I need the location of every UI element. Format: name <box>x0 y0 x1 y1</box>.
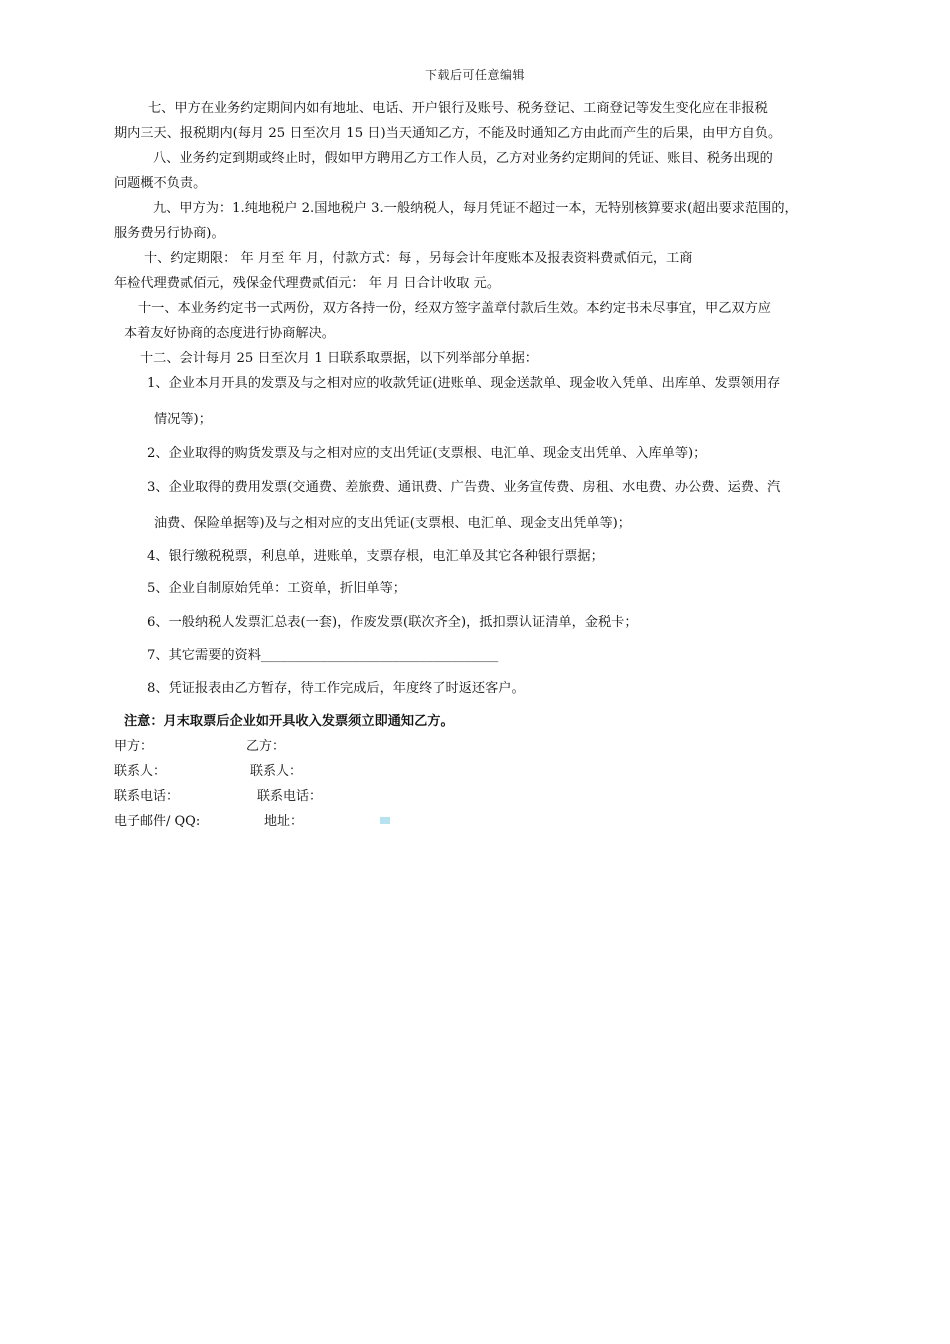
clause-7-line-2: 期内三天、报税期内(每月 25 日至次月 15 日)当天通知乙方，不能及时通知乙方由此而产生的后果，由甲方自负。 <box>114 126 782 141</box>
clause-10-line-2: 年检代理费贰佰元，残保金代理费贰佰元： 年 月 日合计收取 元。 <box>114 276 501 291</box>
contact-a-label: 联系人： <box>114 764 167 779</box>
clause-9-line-1: 九、甲方为：1.纯地税户 2.国地税户 3.一般纳税人，每月凭证不超过一本，无特别核算要求(超出要求范围的， <box>153 201 798 216</box>
party-a-label: 甲方： <box>114 739 154 754</box>
doc-item-1-line-2: 情况等)； <box>154 412 212 427</box>
party-b-label: 乙方： <box>246 739 286 754</box>
doc-item-3-line-2: 油费、保险单据等)及与之相对应的支出凭证(支票根、电汇单、现金支出凭单等)； <box>154 516 631 531</box>
phone-a-label: 联系电话： <box>114 789 180 804</box>
doc-item-5: 5、企业自制原始凭单：工资单，折旧单等； <box>147 581 406 596</box>
clause-8-line-1: 八、业务约定到期或终止时，假如甲方聘用乙方工作人员，乙方对业务约定期间的凭证、账目、税务出现的 <box>153 151 773 166</box>
doc-item-4: 4、银行缴税税票，利息单，进账单，支票存根，电汇单及其它各种银行票据； <box>147 549 604 564</box>
doc-item-3-line-1: 3、企业取得的费用发票(交通费、差旅费、通讯费、广告费、业务宣传费、房租、水电费、办公费、运费、汽 <box>147 480 781 495</box>
doc-item-7: 7、其它需要的资料____________________________________ <box>147 648 499 663</box>
doc-item-6: 6、一般纳税人发票汇总表(一套)，作废发票(联次齐全)，抵扣票认证清单，金税卡； <box>147 615 638 630</box>
address-b-label: 地址： <box>264 814 304 829</box>
clause-10-line-1: 十、约定期限： 年 月至 年 月，付款方式：每 ，另每会计年度账本及报表资料费贰佰元，工商 <box>144 251 693 266</box>
notice: 注意：月末取票后企业如开具收入发票须立即通知乙方。 <box>124 714 454 729</box>
page-header: 下载后可任意编辑 <box>424 68 525 82</box>
contact-b-label: 联系人： <box>250 764 303 779</box>
doc-item-8: 8、凭证报表由乙方暂存，待工作完成后，年度终了时返还客户。 <box>147 681 525 696</box>
phone-b-label: 联系电话： <box>257 789 323 804</box>
clause-8-line-2: 问题概不负责。 <box>114 176 207 191</box>
clause-12-line-1: 十二、会计每月 25 日至次月 1 日联系取票据，以下列举部分单据： <box>140 351 538 366</box>
doc-item-1-line-1: 1、企业本月开具的发票及与之相对应的收款凭证(进账单、现金送款单、现金收入凭单、出库单、发票领用存 <box>147 376 781 391</box>
clause-9-line-2: 服务费另行协商)。 <box>114 226 225 241</box>
clause-11-line-2: 本着友好协商的态度进行协商解决。 <box>124 326 335 341</box>
clause-7-line-1: 七、甲方在业务约定期间内如有地址、电话、开户银行及账号、税务登记、工商登记等发生变化应在非报税 <box>148 101 768 116</box>
highlight-marker <box>380 817 390 824</box>
clause-11-line-1: 十一、本业务约定书一式两份，双方各持一份，经双方签字盖章付款后生效。本约定书未尽事宜，甲乙双方应 <box>138 301 771 316</box>
email-a-label: 电子邮件/ QQ: <box>114 814 201 829</box>
doc-item-2: 2、企业取得的购货发票及与之相对应的支出凭证(支票根、电汇单、现金支出凭单、入库单等)； <box>147 446 707 461</box>
